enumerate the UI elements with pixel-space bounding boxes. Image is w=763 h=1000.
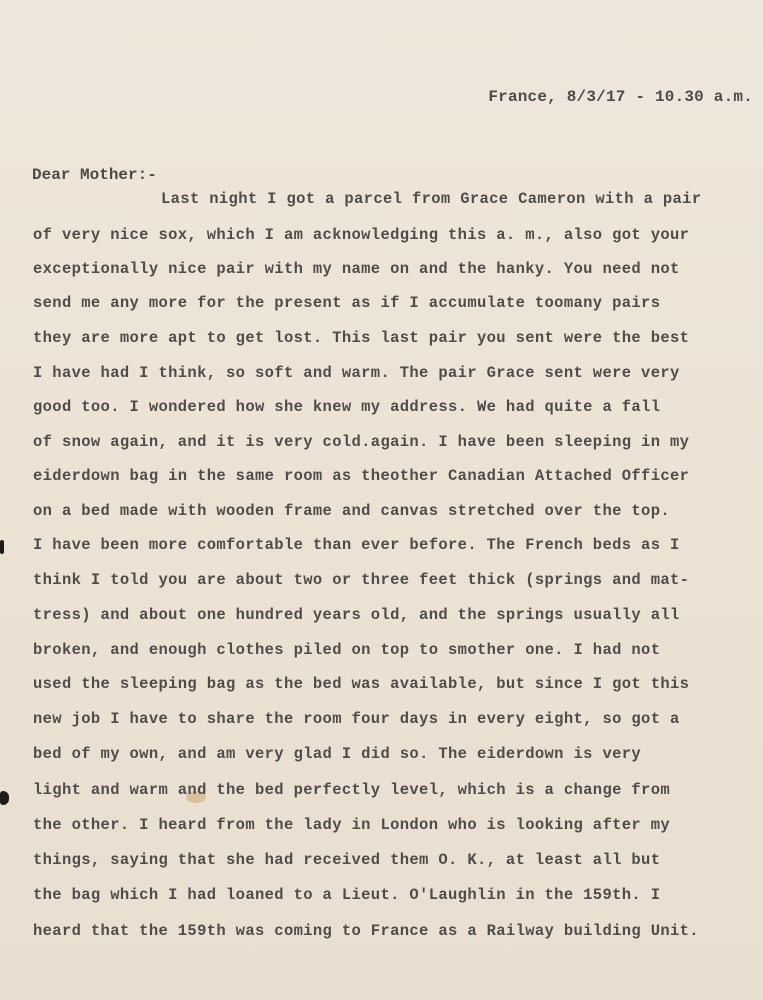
punch-hole-mark bbox=[0, 791, 9, 805]
letter-line: exceptionally nice pair with my name on and the hanky. You need not bbox=[33, 260, 680, 278]
letter-line: of very nice sox, which I am acknowledging this a. m., also got your bbox=[33, 226, 690, 244]
letter-dateline: France, 8/3/17 - 10.30 a.m. bbox=[488, 88, 753, 106]
letter-line: new job I have to share the room four days in every eight, so got a bbox=[33, 710, 680, 728]
letter-line: the other. I heard from the lady in London who is looking after my bbox=[33, 816, 670, 834]
letter-line: think I told you are about two or three feet thick (springs and mat- bbox=[33, 571, 690, 589]
letter-line: broken, and enough clothes piled on top to smother one. I had not bbox=[33, 641, 661, 659]
letter-line: eiderdown bag in the same room as theother Canadian Attached Officer bbox=[33, 467, 690, 485]
letter-line: of snow again, and it is very cold.again. I have been sleeping in my bbox=[33, 433, 690, 451]
letter-line: bed of my own, and am very glad I did so. The eiderdown is very bbox=[33, 745, 642, 763]
letter-line: heard that the 159th was coming to France as a Railway building Unit. bbox=[33, 922, 699, 940]
letter-line: I have been more comfortable than ever before. The French beds as I bbox=[33, 536, 680, 554]
letter-line: good too. I wondered how she knew my address. We had quite a fall bbox=[33, 398, 661, 416]
letter-line: light and warm and the bed perfectly level, which is a change from bbox=[33, 781, 670, 799]
letter-line: things, saying that she had received them O. K., at least all but bbox=[33, 851, 661, 869]
punch-hole-mark bbox=[0, 540, 4, 554]
letter-salutation: Dear Mother:- bbox=[32, 166, 157, 184]
letter-line: I have had I think, so soft and warm. The pair Grace sent were very bbox=[33, 364, 680, 382]
letter-line: the bag which I had loaned to a Lieut. O'Laughlin in the 159th. I bbox=[33, 886, 661, 904]
letter-line: they are more apt to get lost. This last pair you sent were the best bbox=[33, 329, 690, 347]
letter-line: tress) and about one hundred years old, and the springs usually all bbox=[33, 606, 680, 624]
letter-line: used the sleeping bag as the bed was available, but since I got this bbox=[33, 675, 690, 693]
letter-line: send me any more for the present as if I accumulate toomany pairs bbox=[33, 294, 661, 312]
letter-line: on a bed made with wooden frame and canvas stretched over the top. bbox=[33, 502, 670, 520]
letter-line: Last night I got a parcel from Grace Cameron with a pair bbox=[161, 190, 702, 208]
